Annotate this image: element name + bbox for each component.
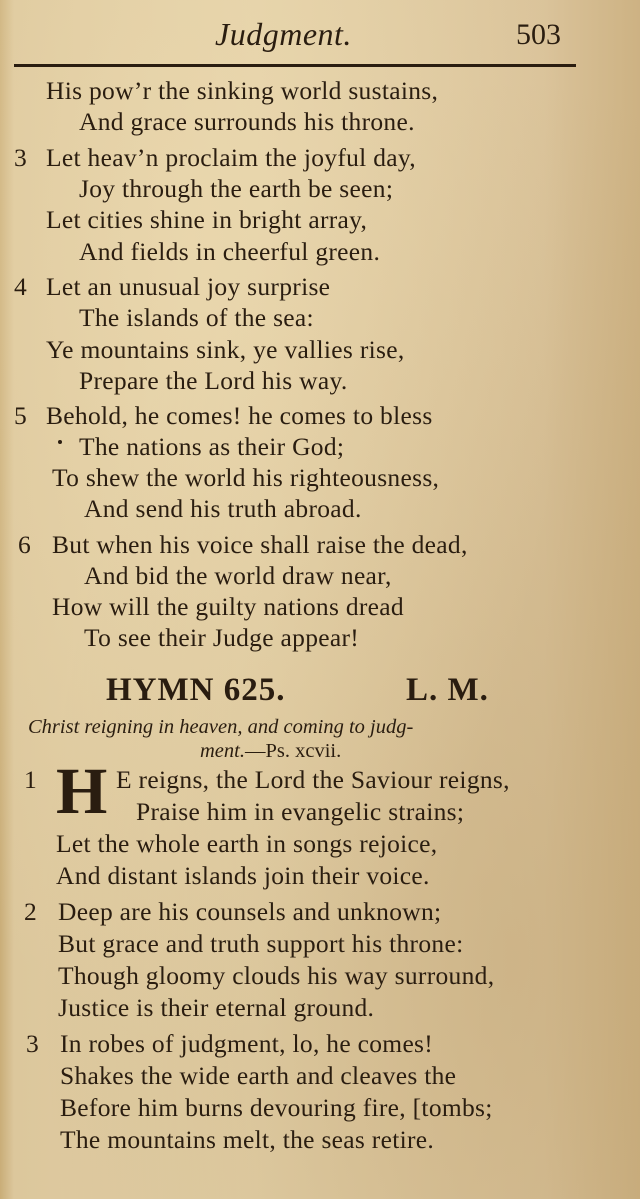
- verse-line: Before him burns devouring fire, [tombs;: [60, 1093, 493, 1122]
- page-number: 503: [516, 18, 561, 51]
- verse-line: Let cities shine in bright array,: [46, 205, 368, 234]
- verse-line: And fields in cheerful green.: [79, 237, 381, 266]
- hymn-subtitle: Christ reigning in heaven, and coming to judg-: [28, 716, 414, 738]
- stanza-number: 3: [26, 1029, 39, 1058]
- verse-line: Let an unusual joy surprise: [46, 272, 331, 301]
- verse-line: The mountains melt, the seas retire.: [60, 1125, 435, 1154]
- verse-line: The islands of the sea:: [79, 303, 314, 332]
- verse-line: Justice is their eternal ground.: [58, 993, 375, 1022]
- page-header: [0, 0, 640, 70]
- verse-line: Let the whole earth in songs rejoice,: [56, 829, 438, 858]
- verse-line: In robes of judgment, lo, he comes!: [60, 1029, 434, 1058]
- verse-line: And bid the world draw near,: [84, 561, 392, 590]
- verse-line: But when his voice shall raise the dead,: [52, 530, 468, 559]
- verse-line: Ye mountains sink, ye vallies rise,: [46, 335, 405, 364]
- stanza-number: 5: [14, 401, 27, 430]
- hymn-heading: [0, 672, 640, 712]
- verse-line: And distant islands join their voice.: [56, 861, 430, 890]
- verse-line: The nations as their God;: [79, 432, 345, 461]
- verse-line: But grace and truth support his throne:: [58, 929, 464, 958]
- verse-line: Prepare the Lord his way.: [79, 366, 348, 395]
- verse-line: And grace surrounds his throne.: [79, 107, 415, 136]
- hymn-subtitle-cont: [200, 740, 341, 763]
- hymn-title: HYMN 625.: [106, 672, 286, 708]
- stanza-number: 4: [14, 272, 27, 301]
- stanza-number: 1: [24, 765, 37, 794]
- verse-line: To see their Judge appear!: [84, 623, 360, 652]
- verse-line: E reigns, the Lord the Saviour reigns,: [116, 765, 510, 794]
- stanza-number: 3: [14, 143, 27, 172]
- verse-line: To shew the world his righteousness,: [52, 463, 440, 492]
- verse-line: Though gloomy clouds his way surround,: [58, 961, 495, 990]
- stray-mark: [58, 440, 62, 444]
- verse-line: Deep are his counsels and unknown;: [58, 897, 442, 926]
- stanza-number: 6: [18, 530, 31, 559]
- running-title: Judgment.: [215, 16, 352, 52]
- header-rule: [14, 64, 576, 67]
- verse-line: How will the guilty nations dread: [52, 592, 404, 621]
- hymn-meter: L. M.: [406, 672, 489, 708]
- stanza-number: 2: [24, 897, 37, 926]
- verse-line: Joy through the earth be seen;: [79, 174, 394, 203]
- verse-line: Behold, he comes! he comes to bless: [46, 401, 433, 430]
- verse-line: Let heav’n proclaim the joyful day,: [46, 143, 416, 172]
- drop-cap: H: [56, 755, 108, 828]
- verse-line: His pow’r the sinking world sustains,: [46, 76, 439, 105]
- verse-line: And send his truth abroad.: [84, 494, 362, 523]
- scripture-reference: —Ps. xcvii.: [244, 740, 342, 762]
- verse-line: Shakes the wide earth and cleaves the: [60, 1061, 457, 1090]
- hymn-subtitle-word: ment.: [200, 740, 245, 762]
- verse-line: Praise him in evangelic strains;: [136, 797, 465, 826]
